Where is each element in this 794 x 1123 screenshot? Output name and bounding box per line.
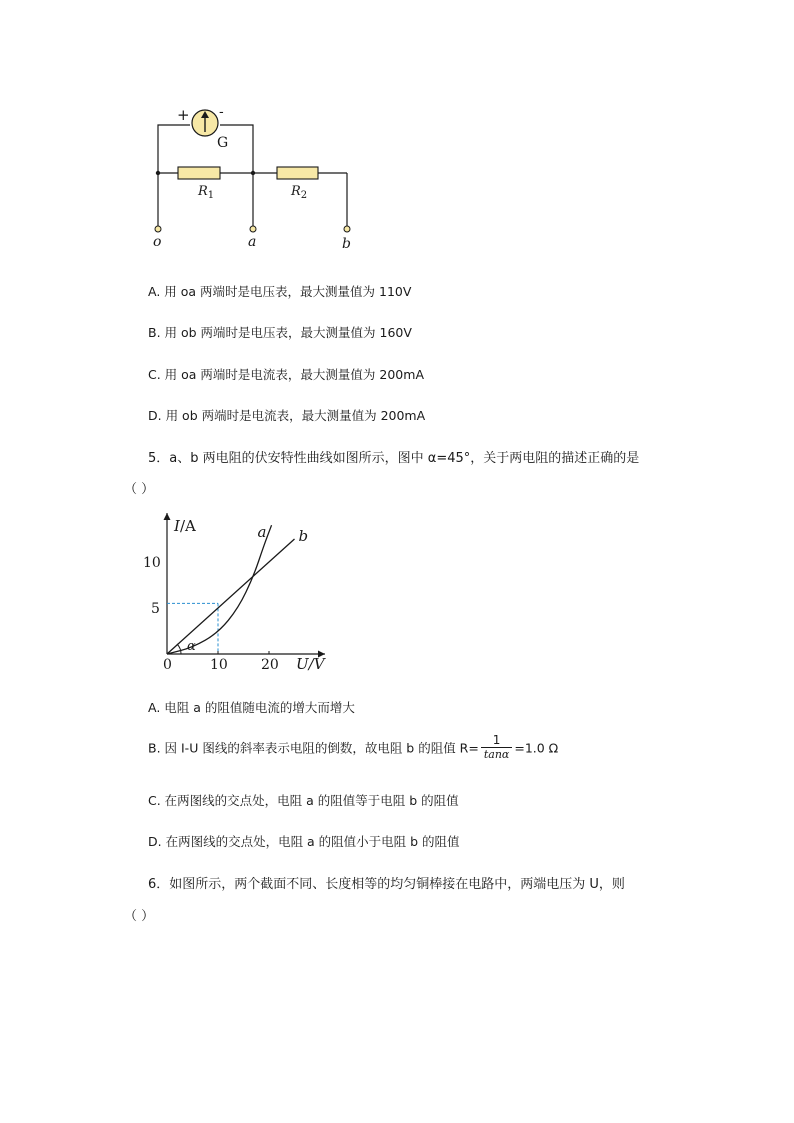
q4-option-a: A. 用 oa 两端时是电压表，最大测量值为 110V [148, 284, 412, 299]
q6-paren: （ ） [124, 909, 155, 924]
junction-left [156, 171, 160, 175]
q6-stem: 6．如图所示，两个截面不同、长度相等的均匀铜棒接在电路中，两端电压为 U，则 [148, 877, 625, 892]
q5-option-d: D. 在两图线的交点处，电阻 a 的阻值小于电阻 b 的阻值 [148, 834, 460, 849]
fraction-numerator: 1 [492, 733, 501, 747]
x-axis-label: U/V [296, 655, 325, 673]
y-tick-label-5: 5 [151, 601, 160, 617]
terminal-a [250, 226, 256, 232]
resistor-r1 [178, 167, 220, 179]
junction-mid [251, 171, 255, 175]
q4-option-b: B. 用 ob 两端时是电压表，最大测量值为 160V [148, 325, 412, 340]
meter-plus: + [177, 106, 190, 124]
q4-option-c: C. 用 oa 两端时是电流表，最大测量值为 200mA [148, 367, 424, 382]
fraction-denominator: tanα [481, 747, 513, 761]
angle-label: α [187, 639, 196, 654]
series-line-a [167, 525, 272, 654]
y-axis-label: I/A [174, 517, 196, 535]
fraction [481, 733, 513, 761]
resistor-r2 [277, 167, 318, 179]
q5-stem: 5．a、b 两电阻的伏安特性曲线如图所示，图中 α=45°，关于两电阻的描述正确的是 [148, 451, 640, 466]
meter-label: G [217, 135, 229, 151]
q5-option-b-text: B. 因 I-U 图线的斜率表示电阻的倒数，故电阻 b 的阻值 R= [148, 740, 479, 756]
wire-top-left [158, 125, 190, 173]
q5-option-b-value: =1.0 Ω [514, 740, 559, 756]
terminal-o [155, 226, 161, 232]
terminal-b [344, 226, 350, 232]
x-tick-label-20: 20 [261, 657, 279, 673]
iu-chart [140, 505, 340, 675]
series-line-b [167, 539, 295, 654]
x-tick-label-0: 0 [163, 657, 172, 673]
r2-label: $R_2$ [291, 184, 308, 201]
term-a-label: a [248, 234, 257, 250]
meter-minus: - [219, 105, 224, 120]
term-b-label: b [342, 236, 351, 252]
q5-option-b [148, 735, 558, 763]
series-label-b: b [298, 527, 309, 545]
r1-label: $R_1$ [198, 184, 215, 201]
x-tick-label-10: 10 [210, 657, 228, 673]
angle-arc [177, 644, 181, 654]
term-o-label: o [153, 234, 162, 250]
q5-option-a: A. 电阻 a 的阻值随电流的增大而增大 [148, 700, 355, 715]
y-tick-label-10: 10 [143, 555, 161, 571]
circuit-diagram [150, 100, 370, 250]
q4-option-d: D. 用 ob 两端时是电流表，最大测量值为 200mA [148, 408, 426, 423]
q5-paren: （ ） [124, 482, 155, 497]
series-label-a: a [257, 523, 267, 542]
q5-option-c: C. 在两图线的交点处，电阻 a 的阻值等于电阻 b 的阻值 [148, 793, 459, 808]
